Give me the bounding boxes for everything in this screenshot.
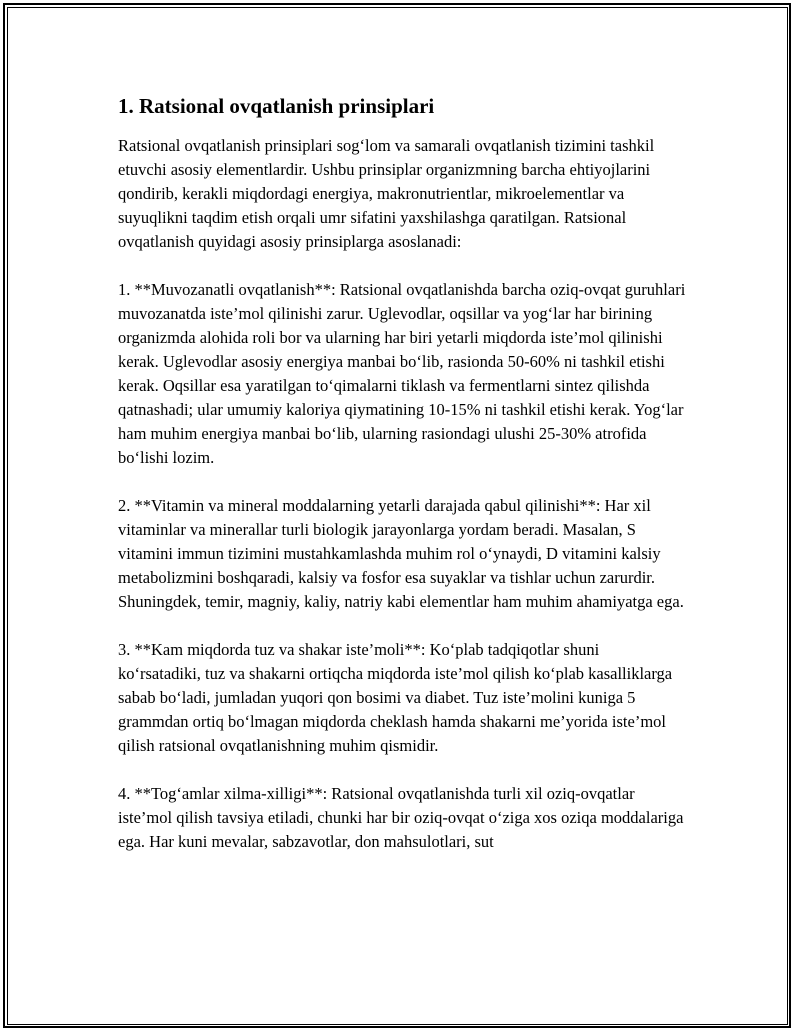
document-body: [118, 92, 686, 878]
paragraph-salt-sugar: 3. **Kam miqdorda tuz va shakar iste’moli**: Ko‘plab tadqiqotlar shuni ko‘rsatadiki, tuz va shakarni ortiqcha miqdorda iste’mol qilish ko‘plab kasalliklarga sabab bo‘ladi, jumladan yuqori qon bosimi va diabet. Tuz iste’molini kuniga 5 grammdan ortiq bo‘lmagan miqdorda cheklash hamda shakarni me’yorida iste’mol qilish ratsional ovqatlanishning muhim qismidir.: [118, 640, 673, 755]
paragraph-food-variety: 4. **Tog‘amlar xilma-xilligi**: Ratsional ovqatlanishda turli xil oziq-ovqatlar iste’mol qilish tavsiya etiladi, chunki har bir oziq-ovqat o‘ziga xos oziqa moddalariga ega. Har kuni mevalar, sabzavotlar, don mahsulotlari, sut: [118, 784, 684, 851]
paragraph-vitamins-minerals: 2. **Vitamin va mineral moddalarning yetarli darajada qabul qilinishi**: Har xil vitaminlar va minerallar turli biologik jarayonlarga yordam beradi. Masalan, S vitamini immun tizimini mustahkamlashda muhim rol o‘ynaydi, D vitamini kalsiy metabolizmini boshqaradi, kalsiy va fosfor esa suyaklar va tishlar uchun zarurdir. Shuningdek, temir, magniy, kaliy, natriy kabi elementlar ham muhim ahamiyatga ega.: [118, 496, 684, 611]
paragraph-balanced-nutrition: 1. **Muvozanatli ovqatlanish**: Ratsional ovqatlanishda barcha oziq-ovqat guruhlari muvozanatda iste’mol qilinishi zarur. Uglevodlar, oqsillar va yog‘lar har birining organizmda alohida roli bor va ularning har biri yetarli miqdorda iste’mol qilinishi kerak. Uglevodlar asosiy energiya manbai bo‘lib, rasionda 50-60% ni tashkil etishi kerak. Oqsillar esa yaratilgan to‘qimalarni tiklash va fermentlarni sintez qilishda qatnashadi; ular umumiy kaloriya qiymatining 10-15% ni tashkil etishi kerak. Yog‘lar ham muhim energiya manbai bo‘lib, ularning rasiondagi ulushi 25-30% atrofida bo‘lishi lozim.: [118, 280, 686, 467]
paragraph-intro: Ratsional ovqatlanish prinsiplari sog‘lom va samarali ovqatlanish tizimini tashkil etuvchi asosiy elementlardir. Ushbu prinsiplar organizmning barcha ehtiyojlarini qondirib, kerakli miqdordagi energiya, makronutrientlar, mikroelementlar va suyuqlikni taqdim etish orqali umr sifatini yaxshilashga qaratilgan. Ratsional ovqatlanish quyidagi asosiy prinsiplarga asoslanadi:: [118, 136, 655, 251]
section-heading: 1. Ratsional ovqatlanish prinsiplari: [118, 94, 435, 118]
